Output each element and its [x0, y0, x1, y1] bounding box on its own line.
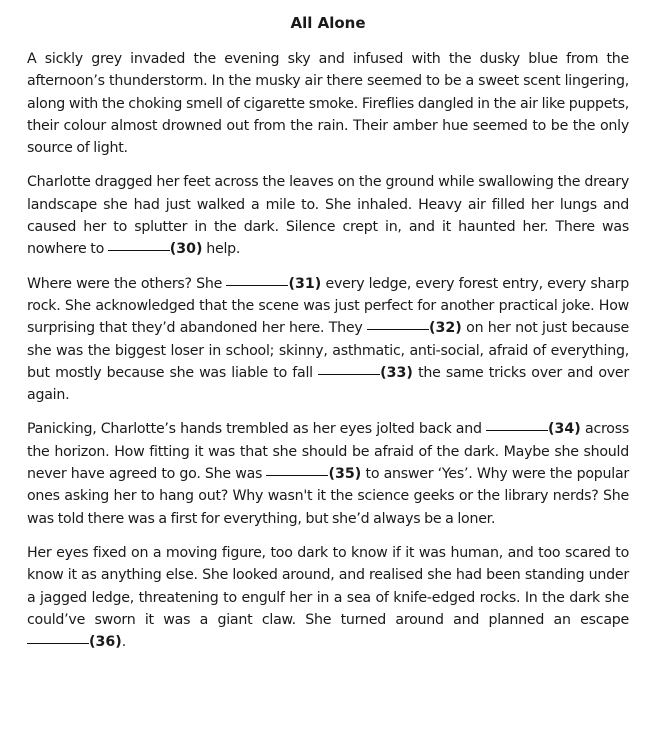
blank-underline — [27, 643, 89, 644]
paragraph-text: . — [121, 634, 126, 651]
paragraph-4 — [27, 418, 629, 529]
blank-number: (36) — [89, 634, 122, 651]
fill-in-blank-36 — [27, 634, 122, 650]
blank-underline — [266, 475, 328, 476]
paragraph-1 — [27, 48, 629, 159]
paragraph-5 — [27, 542, 629, 653]
paragraph-3 — [27, 273, 629, 407]
paragraph-text: Where were the others? She — [27, 275, 227, 292]
blank-underline — [486, 430, 548, 431]
blank-underline — [226, 285, 288, 286]
paragraph-text: every ledge, every forest entry, every sharp rock. She acknowledged that the scene was just perfect for another practical joke. How surprising that they’d abandoned her here. They — [27, 275, 629, 337]
blank-underline — [108, 250, 170, 251]
fill-in-blank-35 — [266, 466, 361, 482]
blank-number: (34) — [548, 421, 581, 438]
fill-in-blank-33 — [318, 365, 413, 381]
blank-number: (32) — [428, 320, 462, 337]
paragraph-text: the same tricks over and over again. — [27, 364, 629, 404]
passage-body — [27, 48, 629, 653]
paragraph-text: Charlotte dragged her feet across the leaves on the ground while swallowing the dreary landscape she had just walked a mile to. She inhaled. Heavy air filled her lungs and caused her to splutter in the dark. Silence crept in, and it haunted her. There was nowhere to — [27, 174, 629, 258]
fill-in-blank-30 — [108, 241, 203, 257]
blank-underline — [318, 374, 380, 375]
document-title: All Alone — [290, 14, 366, 32]
fill-in-blank-32 — [367, 320, 462, 336]
document-page — [0, 12, 663, 653]
paragraph-text: on her not just because she was the biggest loser in school; skinny, asthmatic, anti-social, afraid of everything, but mostly because she was liable to fall — [27, 320, 629, 381]
paragraph-text: Her eyes fixed on a moving figure, too dark to know if it was human, and too scared to know it as anything else. She looked around, and realised she had been standing under a jagged ledge, threatening to engulf her in a sea of knife-edged rocks. In the dark she could’ve sworn it was a giant claw. She turned around and planned an escape — [27, 544, 629, 628]
paragraph-text: A sickly grey invaded the evening sky and infused with the dusky blue from the afternoon’s thunderstorm. In the musky air there seemed to be a sweet scent lingering, along with the choking smell of cigarette smoke. Fireflies dangled in the air like puppets, their colour almost drowned out from the rain. Their amber hue seemed to be the only source of light. — [27, 51, 629, 157]
paragraph-text: Panicking, Charlotte’s hands trembled as her eyes jolted back and — [27, 421, 487, 438]
blank-number: (33) — [380, 364, 413, 381]
blank-number: (31) — [288, 275, 322, 292]
fill-in-blank-34 — [486, 421, 581, 437]
paragraph-text: across the horizon. How fitting it was that she should be afraid of the dark. Maybe she should never have agreed to go. She was — [27, 421, 629, 483]
blank-number: (35) — [328, 466, 362, 483]
fill-in-blank-31 — [226, 276, 321, 292]
paragraph-text: help. — [202, 241, 241, 258]
blank-underline — [367, 329, 429, 330]
paragraph-2 — [27, 171, 629, 260]
blank-number: (30) — [169, 241, 203, 258]
paragraph-text: to answer ‘Yes’. Why were the popular ones asking her to hang out? Why wasn't it the science geeks or the library nerds? She was told there was a first for everything, but she’d always be a loner. — [27, 466, 629, 527]
